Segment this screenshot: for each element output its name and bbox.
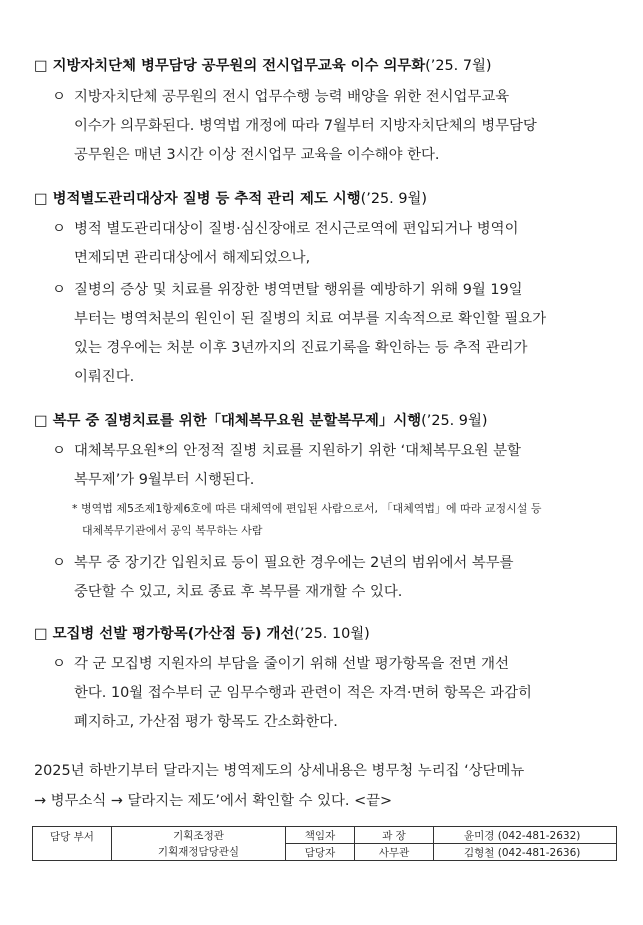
bullet-line: 병적 별도관리대상이 질병·심신장애로 전시근로역에 편입되거나 병역이 bbox=[74, 221, 519, 237]
bullet-line: 면제되면 관리대상에서 해제되었으나, bbox=[74, 250, 311, 266]
bullet-line: 부터는 병역처분의 원인이 된 질병의 치료 여부를 지속적으로 확인할 필요가 bbox=[74, 311, 547, 327]
bullet-item bbox=[52, 215, 612, 273]
person-cell: 윤미경 (042-481-2632) bbox=[434, 827, 617, 844]
closing-line: 2025년 하반기부터 달라지는 병역제도의 상세내용은 병무청 누리집 ‘상단메뉴 bbox=[34, 763, 525, 779]
section-date: (’25. 9월) bbox=[360, 191, 427, 207]
bullet-item bbox=[52, 437, 612, 495]
bullet-line: 있는 경우에는 처분 이후 3년까지의 진료기록을 확인하는 등 추적 관리가 bbox=[74, 340, 528, 356]
checkbox-icon: □ bbox=[34, 413, 48, 429]
title-cell: 사무관 bbox=[355, 844, 434, 861]
bullet-line: 각 군 모집병 지원자의 부담을 줄이기 위해 선발 평가항목을 전면 개선 bbox=[74, 656, 509, 672]
bullet-mark: ㅇ bbox=[52, 443, 66, 459]
bullet-mark: ㅇ bbox=[52, 221, 66, 237]
contact-table bbox=[32, 826, 617, 861]
bullet-item bbox=[52, 83, 612, 170]
footnote-line: * 병역법 제5조제1항제6호에 따른 대체역에 편입된 사람으로서, 「대체역법」에 따라 교정시설 등 bbox=[72, 502, 542, 515]
checkbox-icon: □ bbox=[34, 191, 48, 207]
bullet-line: 이뤄진다. bbox=[74, 369, 135, 385]
section-title: 병적별도관리대상자 질병 등 추적 관리 제도 시행 bbox=[52, 191, 361, 207]
section-title: 복무 중 질병치료를 위한「대체복무요원 분할복무제」시행 bbox=[52, 413, 422, 429]
checkbox-icon: □ bbox=[34, 58, 48, 74]
section-heading-2 bbox=[34, 189, 427, 209]
role-cell: 담당자 bbox=[286, 844, 355, 861]
checkbox-icon: □ bbox=[34, 626, 48, 642]
bullet-line: 한다. 10월 접수부터 군 임무수행과 관련이 적은 자격·면허 항목은 과감히 bbox=[74, 685, 532, 701]
bullet-mark: ㅇ bbox=[52, 282, 66, 298]
table-row bbox=[33, 827, 617, 844]
role-cell: 책임자 bbox=[286, 827, 355, 844]
bullet-mark: ㅇ bbox=[52, 656, 66, 672]
section-date: (’25. 7월) bbox=[425, 58, 492, 74]
section-title: 지방자치단체 병무담당 공무원의 전시업무교육 이수 의무화 bbox=[52, 58, 426, 74]
footnote-line: 대체복무기관에서 공익 복무하는 사람 bbox=[82, 524, 263, 537]
closing-paragraph bbox=[34, 756, 614, 816]
bullet-line: 이수가 의무화된다. 병역법 개정에 따라 7월부터 지방자치단체의 병무담당 bbox=[74, 118, 537, 134]
section-heading-4 bbox=[34, 624, 370, 644]
bullet-line: 질병의 증상 및 치료를 위장한 병역면탈 행위를 예방하기 위해 9월 19일 bbox=[74, 282, 523, 298]
section-heading-1 bbox=[34, 56, 492, 76]
bullet-line: 복무제’가 9월부터 시행된다. bbox=[74, 472, 255, 488]
title-cell: 과 장 bbox=[355, 827, 434, 844]
table-row bbox=[33, 844, 617, 861]
dept-cell: 기획재정담당관실 bbox=[112, 844, 286, 861]
section-title: 모집병 선발 평가항목(가산점 등) 개선 bbox=[52, 626, 295, 642]
footnote bbox=[72, 498, 602, 542]
bullet-item bbox=[52, 650, 612, 737]
section-date: (’25. 10월) bbox=[294, 626, 370, 642]
dept-label-cell: 담당 부서 bbox=[33, 827, 112, 861]
bullet-line: 복무 중 장기간 입원치료 등이 필요한 경우에는 2년의 범위에서 복무를 bbox=[74, 555, 514, 571]
bullet-line: 대체복무요원*의 안정적 질병 치료를 지원하기 위한 ‘대체복무요원 분할 bbox=[74, 443, 521, 459]
bullet-line: 중단할 수 있고, 치료 종료 후 복무를 재개할 수 있다. bbox=[74, 584, 403, 600]
bullet-mark: ㅇ bbox=[52, 89, 66, 105]
bullet-mark: ㅇ bbox=[52, 555, 66, 571]
bullet-item bbox=[52, 276, 612, 392]
dept-cell: 기획조정관 bbox=[112, 827, 286, 844]
bullet-line: 공무원은 매년 3시간 이상 전시업무 교육을 이수해야 한다. bbox=[74, 147, 440, 163]
section-date: (’25. 9월) bbox=[421, 413, 488, 429]
bullet-item bbox=[52, 549, 612, 607]
closing-line: → 병무소식 → 달라지는 제도’에서 확인할 수 있다. <끝> bbox=[34, 793, 393, 809]
bullet-line: 폐지하고, 가산점 평가 항목도 간소화한다. bbox=[74, 714, 338, 730]
section-heading-3 bbox=[34, 411, 487, 431]
bullet-line: 지방자치단체 공무원의 전시 업무수행 능력 배양을 위한 전시업무교육 bbox=[74, 89, 510, 105]
person-cell: 김형철 (042-481-2636) bbox=[434, 844, 617, 861]
